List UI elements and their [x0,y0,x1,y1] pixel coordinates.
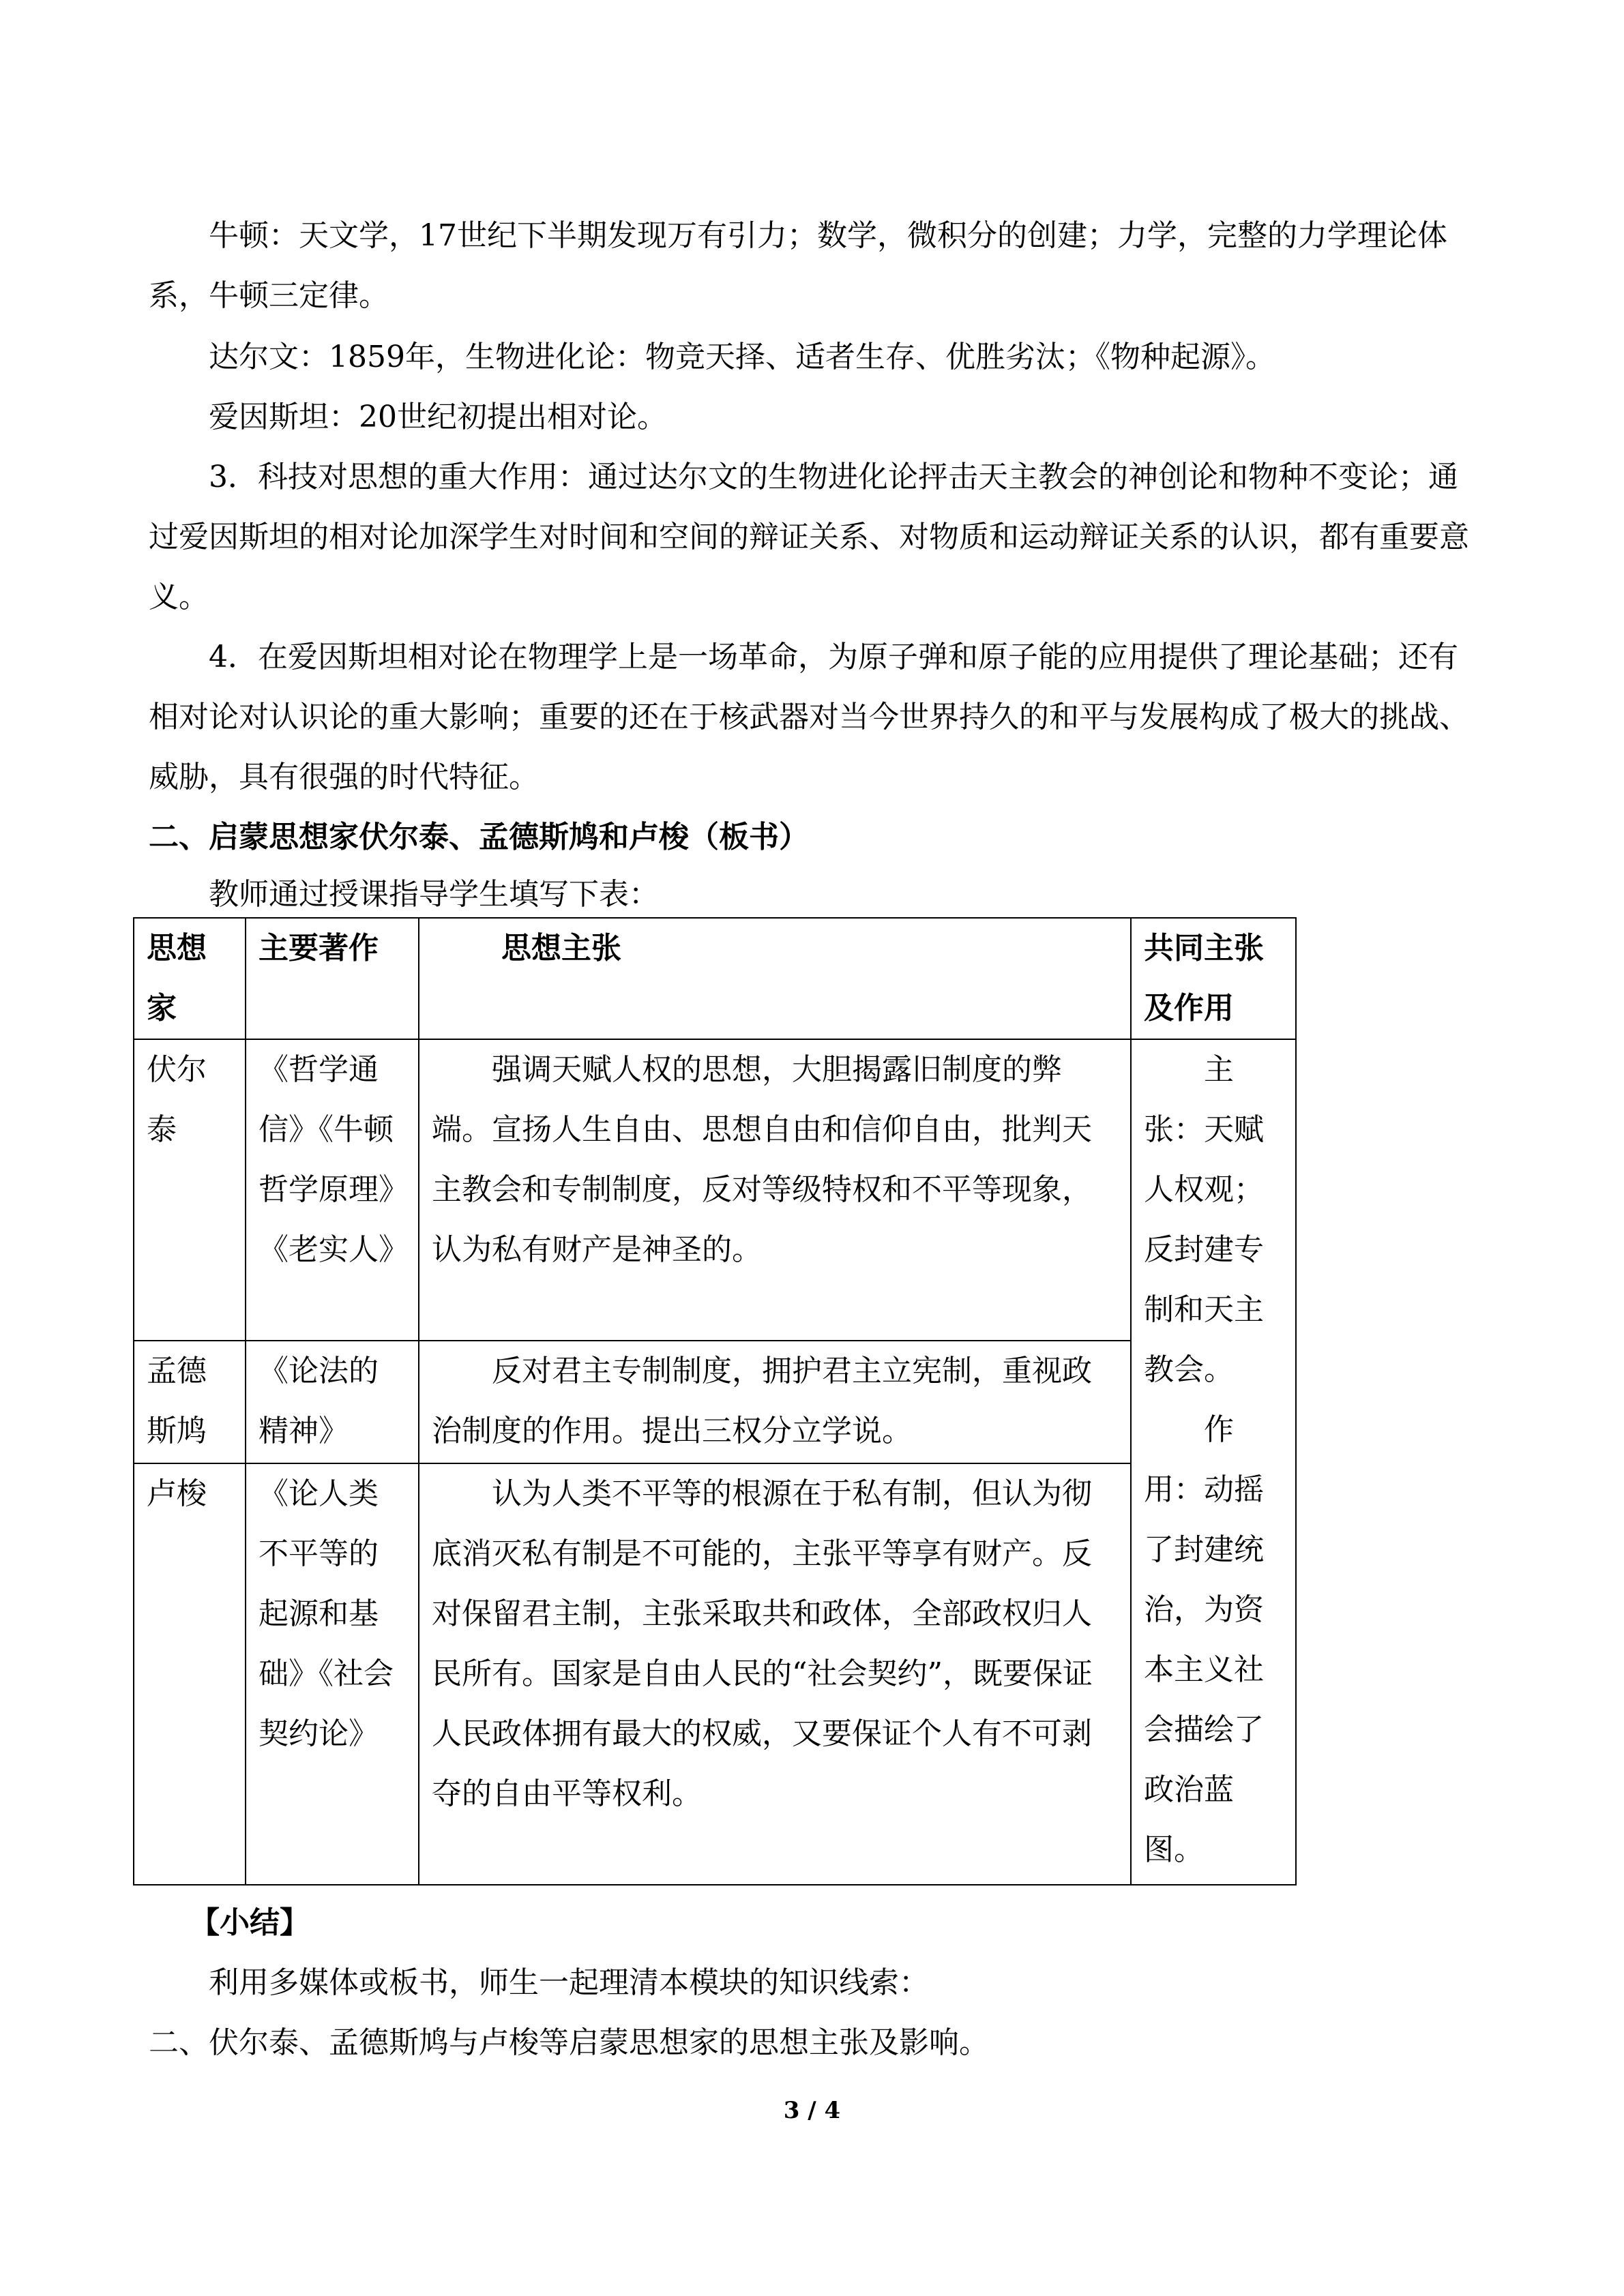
thinker-cell: 卢梭 [134,1463,246,1885]
ideas-cell: 认为人类不平等的根源在于私有制，但认为彻底消灭私有制是不可能的，主张平等享有财产。反对保留君主制，主张采取共和政体，全部政权归人民所有。国家是自由人民的“社会契约”，既要保证人民政体拥有最大的权威，又要保证个人有不可剥夺的自由平等权利。 [419,1463,1131,1885]
header-ideas: 思想主张 [419,918,1131,1039]
table-row [134,1463,1296,1885]
header-common: 共同主张及作用 [1131,918,1296,1039]
table-row [134,1039,1296,1341]
summary-item-2: 二、伏尔泰、孟德斯鸠与卢梭等启蒙思想家的思想主张及影响。 [149,2025,989,2060]
works-cell: 《论人类不平等的起源和基础》《社会契约论》 [246,1463,419,1885]
newton-paragraph: 牛顿：天文学，17世纪下半期发现万有引力；数学，微积分的创建；力学，完整的力学理论体系，牛顿三定律。 [149,218,1447,313]
darwin-paragraph: 达尔文：1859年，生物进化论：物竞天择、适者生存、优胜劣汰；《物种起源》。 [209,340,1275,374]
works-cell: 《论法的精神》 [246,1341,419,1463]
thinkers-table [133,917,1297,1885]
works-cell: 《哲学通信》《牛顿哲学原理》《老实人》 [246,1039,419,1341]
common-effect: 作用：动摇了封建统治，为资本主义社会描绘了政治蓝图。 [1144,1412,1264,1867]
header-works: 主要著作 [246,918,419,1039]
ideas-cell: 反对君主专制制度，拥护君主立宪制，重视政治制度的作用。提出三权分立学说。 [419,1341,1131,1463]
table-header-row [134,918,1296,1039]
table-intro: 教师通过授课指导学生填写下表： [209,877,659,912]
point-4-paragraph: 4．在爱因斯坦相对论在物理学上是一场革命，为原子弹和原子能的应用提供了理论基础；还有相对论对认识论的重大影响；重要的还在于核武器对当今世界持久的和平与发展构成了极大的挑战、威胁，具有很强的时代特征。 [149,640,1469,794]
summary-title: 【小结】 [190,1905,310,1940]
header-thinker: 思想家 [134,918,246,1039]
common-cell [1131,1039,1296,1885]
point-3-paragraph: 3．科技对思想的重大作用：通过达尔文的生物进化论抨击天主教会的神创论和物种不变论；通过爱因斯坦的相对论加深学生对时间和空间的辩证关系、对物质和运动辩证关系的认识，都有重要意义。 [149,460,1469,614]
summary-text: 利用多媒体或板书，师生一起理清本模块的知识线索： [209,1965,929,2000]
page-number: 3 / 4 [783,2097,841,2124]
section-title: 二、启蒙思想家伏尔泰、孟德斯鸠和卢梭（板书） [149,820,809,854]
common-claim: 主张：天赋人权观；反封建专制和天主教会。 [1144,1052,1264,1387]
thinker-cell: 孟德斯鸠 [134,1341,246,1463]
ideas-cell: 强调天赋人权的思想，大胆揭露旧制度的弊端。宣扬人生自由、思想自由和信仰自由，批判天主教会和专制制度，反对等级特权和不平等现象，认为私有财产是神圣的。 [419,1039,1131,1341]
thinker-cell: 伏尔泰 [134,1039,246,1341]
table-row [134,1341,1296,1463]
einstein-paragraph: 爱因斯坦：20世纪初提出相对论。 [209,400,667,434]
